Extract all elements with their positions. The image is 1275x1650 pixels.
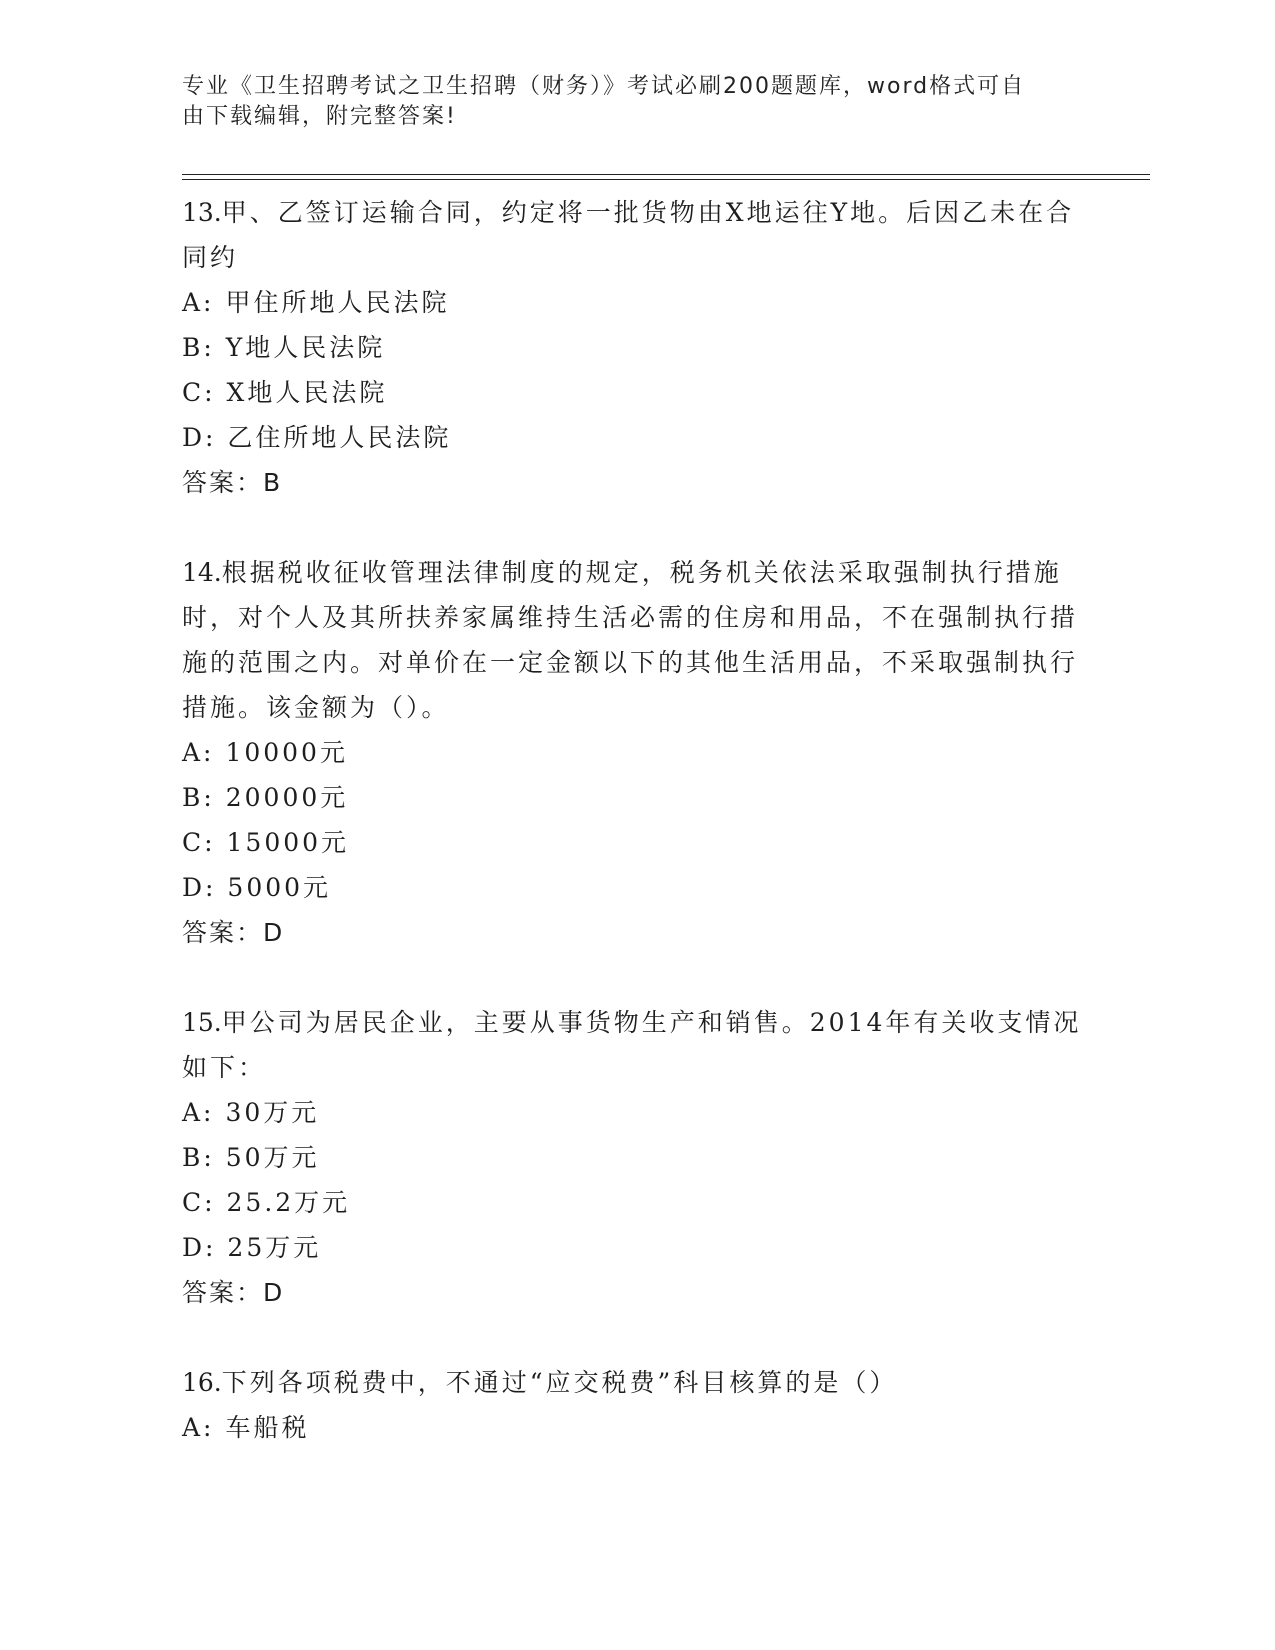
option-label: B: (182, 783, 215, 812)
option-c (182, 1180, 1082, 1225)
header-line-1: 专业《卫生招聘考试之卫生招聘（财务）》考试必刷200题题库，word格式可自 (182, 74, 1026, 99)
option-label: D: (182, 423, 217, 452)
option-text: 15000元 (226, 828, 350, 857)
question-number: 14. (182, 558, 222, 587)
option-label: A: (182, 738, 215, 767)
option-text: 甲住所地人民法院 (225, 288, 450, 317)
answer: 答案：B (182, 468, 283, 497)
header-divider-top (182, 174, 1150, 175)
question-gap (182, 955, 1082, 1000)
option-text: 车船税 (225, 1413, 310, 1442)
question-body: 甲、乙签订运输合同，约定将一批货物由X地运往Y地。后因乙未在合同约 (182, 198, 1075, 272)
option-label: C: (182, 378, 216, 407)
question-number: 13. (182, 198, 222, 227)
option-label: D: (182, 873, 217, 902)
option-a (182, 1405, 1082, 1450)
question-number: 16. (182, 1368, 222, 1397)
question-number: 15. (182, 1008, 222, 1037)
question-body: 根据税收征收管理法律制度的规定，税务机关依法采取强制执行措施时，对个人及其所扶养家属维持生活必需的住房和用品，不在强制执行措施的范围之内。对单价在一定金额以下的其他生活用品，不采取强制执行措施。该金额为（）。 (182, 558, 1079, 722)
question-text (182, 1360, 1082, 1405)
question-gap (182, 505, 1082, 550)
header-line-2: 由下载编辑，附完整答案! (182, 104, 457, 129)
option-label: C: (182, 828, 216, 857)
option-text: 50万元 (225, 1143, 320, 1172)
answer: 答案：D (182, 1278, 285, 1307)
option-text: 30万元 (225, 1098, 320, 1127)
option-a (182, 280, 1082, 325)
option-text: 25万元 (227, 1233, 322, 1262)
option-label: C: (182, 1188, 216, 1217)
option-label: B: (182, 1143, 215, 1172)
question-list (182, 190, 1082, 1450)
option-c (182, 820, 1082, 865)
option-label: A: (182, 288, 215, 317)
option-b (182, 775, 1082, 820)
question-14 (182, 550, 1082, 955)
question-text (182, 550, 1082, 730)
option-text: 10000元 (225, 738, 348, 767)
option-text: X地人民法院 (226, 378, 388, 407)
option-text: 乙住所地人民法院 (227, 423, 452, 452)
option-text: 5000元 (227, 873, 332, 902)
option-label: A: (182, 1098, 215, 1127)
question-body: 下列各项税费中，不通过“应交税费”科目核算的是（） (221, 1368, 898, 1397)
option-c (182, 370, 1082, 415)
document-header (182, 72, 1062, 132)
option-d (182, 415, 1082, 460)
option-a (182, 1090, 1082, 1135)
question-gap (182, 1315, 1082, 1360)
header-divider-bottom (182, 179, 1150, 180)
question-13 (182, 190, 1082, 505)
option-label: A: (182, 1413, 215, 1442)
option-b (182, 325, 1082, 370)
option-b (182, 1135, 1082, 1180)
option-text: Y地人民法院 (225, 333, 386, 362)
question-16 (182, 1360, 1082, 1450)
option-a (182, 730, 1082, 775)
option-text: 20000元 (225, 783, 349, 812)
option-label: B: (182, 333, 215, 362)
answer: 答案：D (182, 918, 285, 947)
question-text (182, 190, 1082, 280)
option-d (182, 865, 1082, 910)
option-d (182, 1225, 1082, 1270)
option-text: 25.2万元 (226, 1188, 351, 1217)
question-text (182, 1000, 1082, 1090)
option-label: D: (182, 1233, 217, 1262)
question-15 (182, 1000, 1082, 1315)
question-body: 甲公司为居民企业，主要从事货物生产和销售。2014年有关收支情况如下： (182, 1008, 1082, 1082)
